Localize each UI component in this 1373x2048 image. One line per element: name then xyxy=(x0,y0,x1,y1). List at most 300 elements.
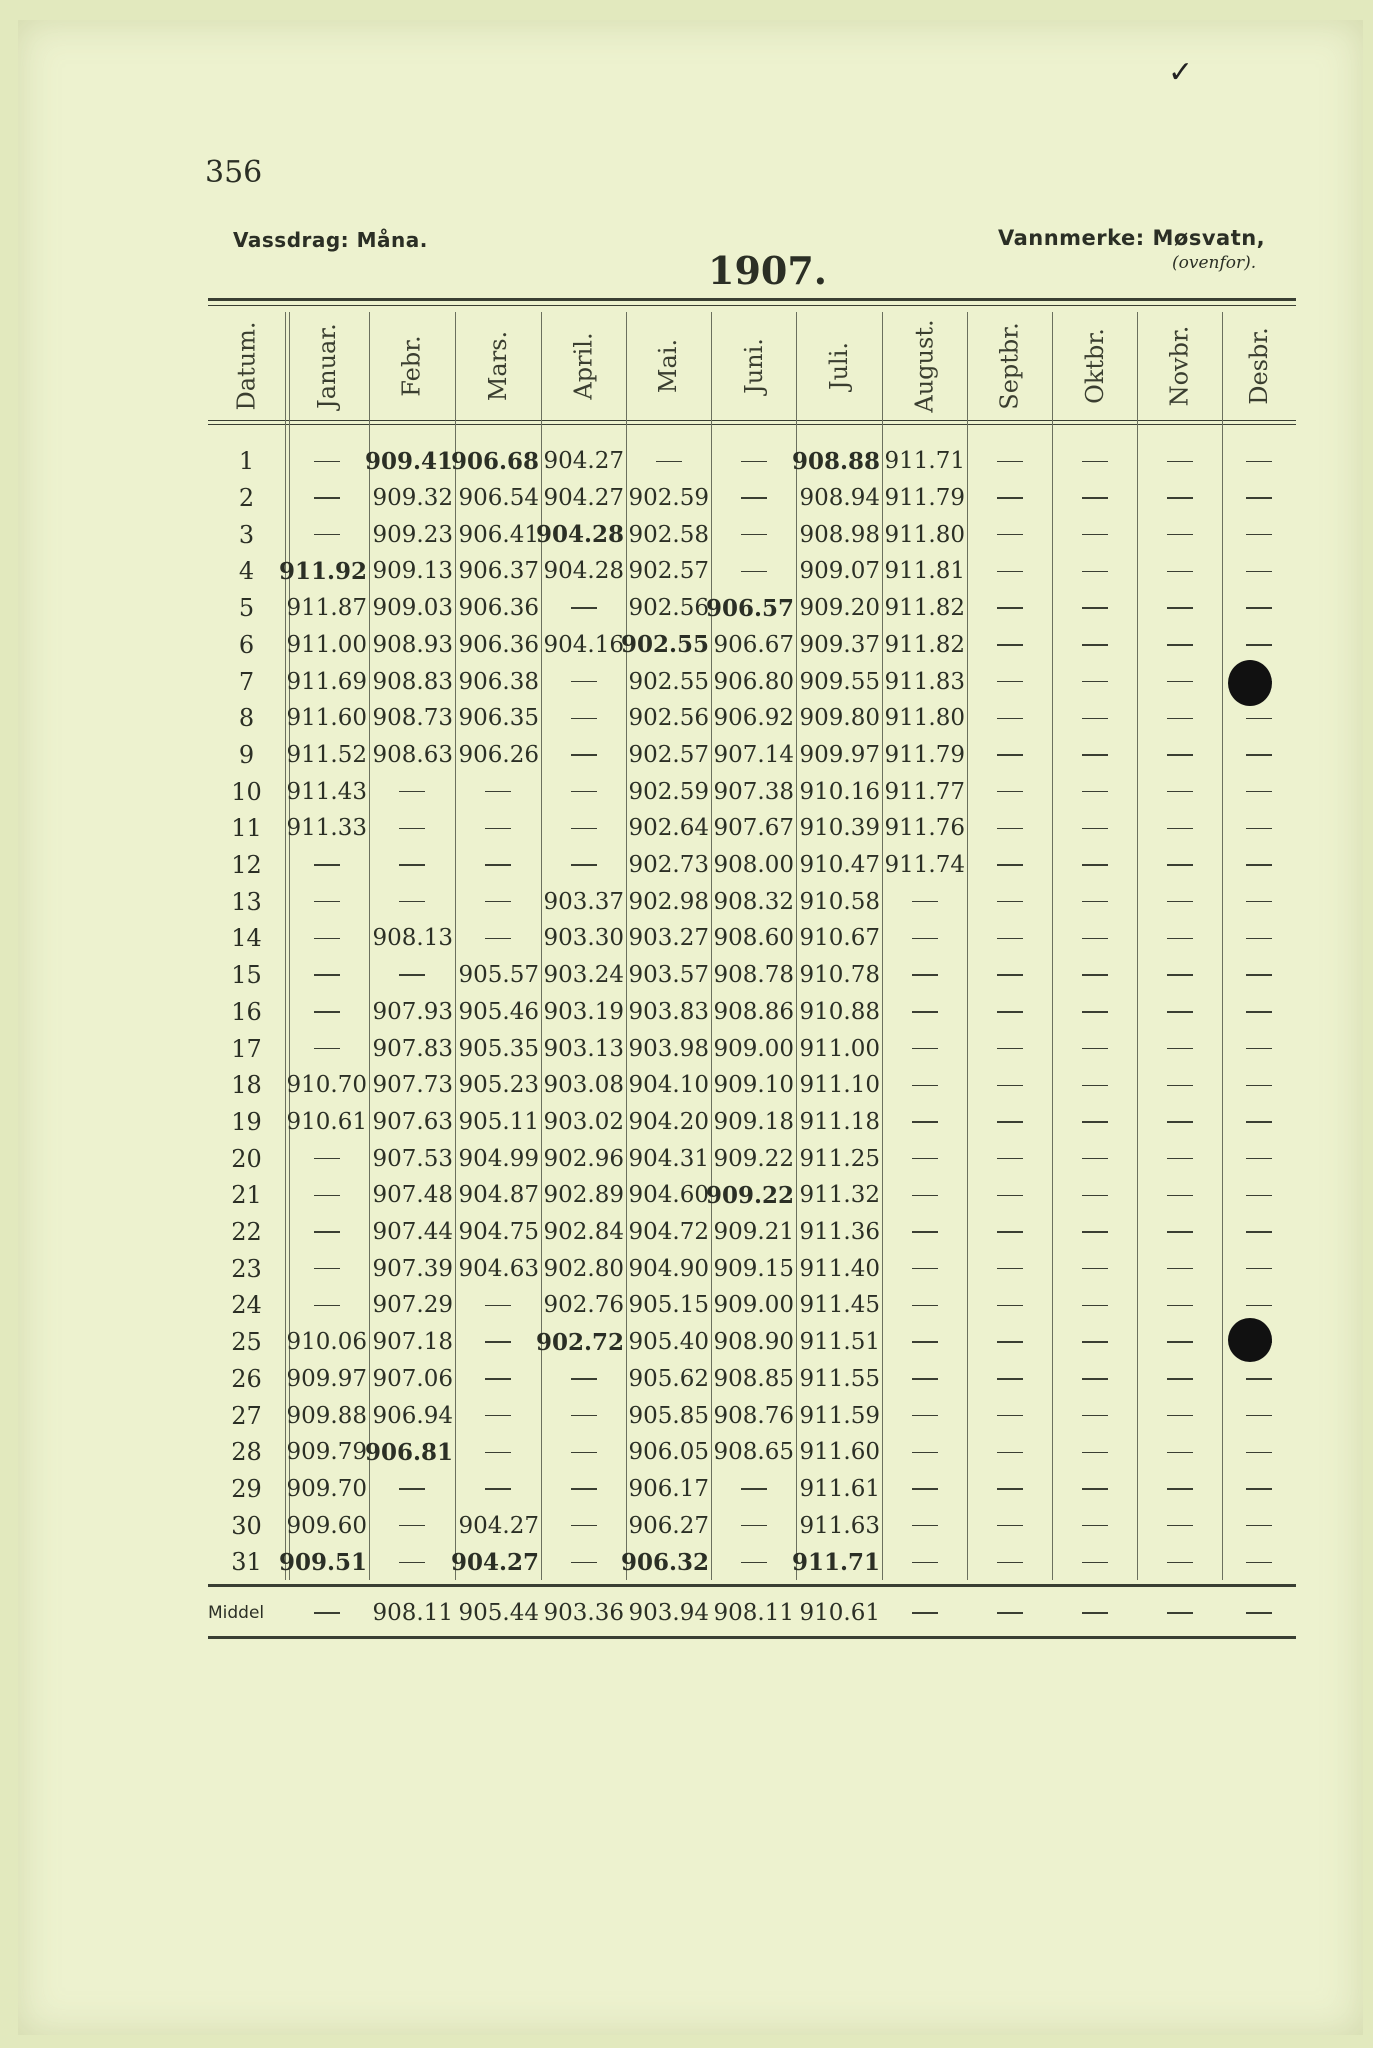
value-cell: 911.79 xyxy=(884,485,965,512)
table-row xyxy=(208,737,1296,774)
empty-cell xyxy=(882,1471,967,1508)
value-cell: 911.36 xyxy=(799,1219,880,1246)
empty-cell xyxy=(1052,883,1137,920)
value-cell: 911.76 xyxy=(884,815,965,842)
value-cell: 905.35 xyxy=(458,1035,539,1062)
dash-mark xyxy=(997,1378,1023,1379)
day-cell: 21 xyxy=(231,1181,262,1210)
dash-mark xyxy=(997,718,1023,719)
value-cell: 906.54 xyxy=(458,485,539,512)
empty-cell xyxy=(711,1471,796,1508)
table-row xyxy=(208,1361,1296,1398)
dash-mark xyxy=(314,1268,340,1269)
dash-mark xyxy=(1082,607,1108,608)
dash-mark xyxy=(741,1525,767,1526)
empty-cell xyxy=(967,1250,1052,1287)
value-cell: 911.51 xyxy=(799,1329,880,1356)
value-cell: 903.27 xyxy=(628,925,709,952)
dash-mark xyxy=(997,1048,1023,1049)
dash-mark xyxy=(1082,571,1108,572)
column-header xyxy=(1222,312,1296,420)
value-cell: 904.60 xyxy=(628,1182,709,1209)
empty-cell xyxy=(541,663,626,700)
column-header-label: April. xyxy=(569,332,598,400)
table-row xyxy=(208,1324,1296,1361)
value-cell: 909.80 xyxy=(799,705,880,732)
day-cell: 7 xyxy=(238,667,255,696)
dash-mark xyxy=(399,864,425,865)
empty-cell xyxy=(1137,957,1222,994)
value-cell: 907.39 xyxy=(372,1255,453,1282)
dash-mark xyxy=(1246,534,1272,535)
dash-mark xyxy=(1246,901,1272,902)
value-cell: 911.63 xyxy=(799,1512,880,1539)
dash-mark xyxy=(912,1121,938,1122)
empty-cell xyxy=(541,1544,626,1581)
empty-cell xyxy=(967,994,1052,1031)
empty-cell xyxy=(1137,516,1222,553)
dash-mark xyxy=(485,901,511,902)
empty-cell xyxy=(455,810,541,847)
day-cell: 1 xyxy=(238,447,255,476)
column-header xyxy=(711,312,796,420)
dash-mark xyxy=(1167,828,1193,829)
value-cell: 911.80 xyxy=(884,521,965,548)
dash-mark xyxy=(1246,1231,1272,1232)
value-cell: 909.60 xyxy=(286,1512,367,1539)
empty-cell xyxy=(369,810,455,847)
value-cell: 902.59 xyxy=(628,778,709,805)
column-header xyxy=(285,312,369,420)
dash-mark xyxy=(1167,461,1193,462)
value-cell: 902.55 xyxy=(628,668,709,695)
dash-mark xyxy=(485,1488,511,1489)
empty-cell xyxy=(1222,1592,1296,1634)
value-cell: 911.61 xyxy=(799,1475,880,1502)
empty-cell xyxy=(967,810,1052,847)
value-cell: 908.76 xyxy=(713,1402,794,1429)
dash-mark xyxy=(997,644,1023,645)
value-cell: 911.81 xyxy=(884,558,965,585)
empty-cell xyxy=(967,1030,1052,1067)
empty-cell xyxy=(455,920,541,957)
column-header xyxy=(626,312,711,420)
value-cell: 906.41 xyxy=(458,521,539,548)
value-cell: 909.21 xyxy=(713,1219,794,1246)
empty-cell xyxy=(1137,994,1222,1031)
dash-mark xyxy=(912,1525,938,1526)
empty-cell xyxy=(285,1287,369,1324)
empty-cell xyxy=(1137,810,1222,847)
empty-cell xyxy=(967,700,1052,737)
value-cell: 908.65 xyxy=(713,1439,794,1466)
value-cell: 908.13 xyxy=(372,925,453,952)
dash-mark xyxy=(997,1011,1023,1012)
value-cell: 905.15 xyxy=(628,1292,709,1319)
dash-mark xyxy=(485,938,511,939)
column-header-label: Febr. xyxy=(398,335,426,397)
empty-cell xyxy=(1137,590,1222,627)
value-cell: 909.70 xyxy=(286,1475,367,1502)
empty-cell xyxy=(882,1104,967,1141)
empty-cell xyxy=(967,1397,1052,1434)
dash-mark xyxy=(314,1158,340,1159)
dash-mark xyxy=(571,607,597,608)
empty-cell xyxy=(455,1434,541,1471)
empty-cell xyxy=(1052,1434,1137,1471)
dash-mark xyxy=(314,901,340,902)
dash-mark xyxy=(1167,1415,1193,1416)
empty-cell xyxy=(1222,957,1296,994)
day-cell: 6 xyxy=(238,630,255,659)
value-cell: 906.17 xyxy=(628,1475,709,1502)
day-cell: 8 xyxy=(238,704,255,733)
dash-mark xyxy=(314,864,340,865)
dash-mark xyxy=(571,1378,597,1379)
empty-cell xyxy=(1052,1397,1137,1434)
column-header xyxy=(1137,312,1222,420)
value-cell: 906.94 xyxy=(372,1402,453,1429)
dash-mark xyxy=(399,828,425,829)
value-cell: 902.59 xyxy=(628,485,709,512)
value-cell: 904.10 xyxy=(628,1072,709,1099)
value-cell: 906.32 xyxy=(620,1548,709,1576)
dash-mark xyxy=(997,571,1023,572)
empty-cell xyxy=(1052,1214,1137,1251)
empty-cell xyxy=(882,1397,967,1434)
dash-mark xyxy=(997,901,1023,902)
dash-mark xyxy=(314,938,340,939)
value-cell: 904.28 xyxy=(543,558,624,585)
dash-mark xyxy=(1082,1452,1108,1453)
dash-mark xyxy=(1082,1341,1108,1342)
day-cell: 27 xyxy=(231,1401,262,1430)
empty-cell xyxy=(1137,1067,1222,1104)
value-cell: 908.86 xyxy=(713,998,794,1025)
dash-mark xyxy=(997,1231,1023,1232)
dash-mark xyxy=(1167,754,1193,755)
value-cell: 911.60 xyxy=(799,1439,880,1466)
dash-mark xyxy=(912,938,938,939)
empty-cell xyxy=(967,1214,1052,1251)
value-cell: 905.40 xyxy=(628,1329,709,1356)
value-cell: 908.60 xyxy=(713,925,794,952)
value-cell: 906.36 xyxy=(458,595,539,622)
dash-mark xyxy=(997,1562,1023,1563)
header-bottom-rule-2 xyxy=(208,424,1296,425)
empty-cell xyxy=(967,1177,1052,1214)
table-row xyxy=(208,663,1296,700)
empty-cell xyxy=(967,773,1052,810)
empty-cell xyxy=(285,957,369,994)
empty-cell xyxy=(882,1507,967,1544)
dash-mark xyxy=(1082,828,1108,829)
value-cell: 903.08 xyxy=(543,1072,624,1099)
dash-mark xyxy=(1082,1378,1108,1379)
dash-mark xyxy=(1246,938,1272,939)
empty-cell xyxy=(882,1361,967,1398)
value-cell: 909.37 xyxy=(799,631,880,658)
table-row xyxy=(208,847,1296,884)
value-cell: 911.25 xyxy=(799,1145,880,1172)
dash-mark xyxy=(1246,791,1272,792)
value-cell: 908.88 xyxy=(791,447,880,475)
empty-cell xyxy=(882,957,967,994)
empty-cell xyxy=(1222,480,1296,517)
empty-cell xyxy=(1137,1177,1222,1214)
dash-mark xyxy=(314,1612,340,1613)
dash-mark xyxy=(741,534,767,535)
empty-cell xyxy=(1137,1214,1222,1251)
dash-mark xyxy=(485,828,511,829)
dash-mark xyxy=(912,1195,938,1196)
empty-cell xyxy=(1137,773,1222,810)
empty-cell xyxy=(285,1250,369,1287)
column-header xyxy=(796,312,882,420)
value-cell: 911.59 xyxy=(799,1402,880,1429)
value-cell: 910.70 xyxy=(286,1072,367,1099)
empty-cell xyxy=(285,1030,369,1067)
value-cell: 903.83 xyxy=(628,998,709,1025)
value-cell: 910.67 xyxy=(799,925,880,952)
value-cell: 904.20 xyxy=(628,1108,709,1135)
value-cell: 909.22 xyxy=(705,1181,794,1209)
dash-mark xyxy=(485,1341,511,1342)
value-cell: 906.92 xyxy=(713,705,794,732)
empty-cell xyxy=(1137,1361,1222,1398)
value-cell: 909.22 xyxy=(713,1145,794,1172)
day-cell: 24 xyxy=(231,1291,262,1320)
day-cell: 22 xyxy=(231,1218,262,1247)
empty-cell xyxy=(967,1471,1052,1508)
empty-cell xyxy=(967,1324,1052,1361)
empty-cell xyxy=(882,1177,967,1214)
value-cell: 904.63 xyxy=(458,1255,539,1282)
value-cell: 908.11 xyxy=(372,1600,453,1626)
empty-cell xyxy=(285,847,369,884)
value-cell: 908.90 xyxy=(713,1329,794,1356)
dash-mark xyxy=(997,1268,1023,1269)
dash-mark xyxy=(1167,718,1193,719)
column-header xyxy=(208,312,285,420)
dash-mark xyxy=(1246,497,1272,498)
value-cell: 905.11 xyxy=(458,1108,539,1135)
dash-mark xyxy=(997,461,1023,462)
column-header-label: Datum. xyxy=(232,321,261,411)
value-cell: 911.77 xyxy=(884,778,965,805)
empty-cell xyxy=(967,663,1052,700)
empty-cell xyxy=(1222,920,1296,957)
empty-cell xyxy=(1052,480,1137,517)
dash-mark xyxy=(997,1612,1023,1613)
dash-mark xyxy=(1167,1268,1193,1269)
dash-mark xyxy=(399,791,425,792)
dash-mark xyxy=(314,1231,340,1232)
empty-cell xyxy=(882,1030,967,1067)
dash-mark xyxy=(399,1525,425,1526)
value-cell: 911.71 xyxy=(791,1548,880,1576)
table-row xyxy=(208,1250,1296,1287)
table-row xyxy=(208,1507,1296,1544)
empty-cell xyxy=(882,920,967,957)
dash-mark xyxy=(1246,974,1272,975)
dash-mark xyxy=(1246,1158,1272,1159)
empty-cell xyxy=(1052,443,1137,480)
dash-mark xyxy=(1246,1268,1272,1269)
day-cell: 31 xyxy=(231,1548,262,1577)
value-cell: 903.24 xyxy=(543,962,624,989)
empty-cell xyxy=(1137,1140,1222,1177)
dash-mark xyxy=(912,1011,938,1012)
dash-mark xyxy=(1082,938,1108,939)
empty-cell xyxy=(1222,883,1296,920)
value-cell: 909.79 xyxy=(286,1439,367,1466)
dash-mark xyxy=(997,607,1023,608)
dash-mark xyxy=(314,1195,340,1196)
empty-cell xyxy=(1052,847,1137,884)
dash-mark xyxy=(912,974,938,975)
empty-cell xyxy=(541,1507,626,1544)
column-header-label: Septbr. xyxy=(995,322,1024,410)
empty-cell xyxy=(1052,1030,1137,1067)
dash-mark xyxy=(314,461,340,462)
empty-cell xyxy=(967,737,1052,774)
empty-cell xyxy=(1137,883,1222,920)
value-cell: 905.46 xyxy=(458,998,539,1025)
dash-mark xyxy=(571,791,597,792)
value-cell: 908.78 xyxy=(713,962,794,989)
table-row xyxy=(208,516,1296,553)
empty-cell xyxy=(967,1592,1052,1634)
page-number: 356 xyxy=(205,155,263,190)
value-cell: 906.36 xyxy=(458,631,539,658)
empty-cell xyxy=(1222,627,1296,664)
dash-mark xyxy=(1246,1452,1272,1453)
value-cell: 903.19 xyxy=(543,998,624,1025)
empty-cell xyxy=(1137,627,1222,664)
dash-mark xyxy=(997,754,1023,755)
column-header-label: Mars. xyxy=(484,330,512,402)
dash-mark xyxy=(1082,1268,1108,1269)
table-row xyxy=(208,553,1296,590)
value-cell: 904.27 xyxy=(458,1512,539,1539)
empty-cell xyxy=(1052,1067,1137,1104)
empty-cell xyxy=(541,737,626,774)
dash-mark xyxy=(485,1305,511,1306)
empty-cell xyxy=(1052,590,1137,627)
empty-cell xyxy=(1052,700,1137,737)
value-cell: 911.80 xyxy=(884,705,965,732)
day-cell: 4 xyxy=(238,557,255,586)
dash-mark xyxy=(912,1268,938,1269)
value-cell: 911.18 xyxy=(799,1108,880,1135)
empty-cell xyxy=(1137,553,1222,590)
value-cell: 911.83 xyxy=(884,668,965,695)
empty-cell xyxy=(967,627,1052,664)
dash-mark xyxy=(912,1612,938,1613)
value-cell: 902.89 xyxy=(543,1182,624,1209)
empty-cell xyxy=(285,443,369,480)
dash-mark xyxy=(912,1415,938,1416)
value-cell: 904.27 xyxy=(543,448,624,475)
day-cell: 23 xyxy=(231,1254,262,1283)
dash-mark xyxy=(912,1488,938,1489)
dash-mark xyxy=(571,681,597,682)
dash-mark xyxy=(1082,974,1108,975)
mean-row xyxy=(208,1592,1296,1634)
value-cell: 909.23 xyxy=(372,521,453,548)
dash-mark xyxy=(1246,1488,1272,1489)
table-row xyxy=(208,1214,1296,1251)
empty-cell xyxy=(1222,1434,1296,1471)
value-cell: 911.71 xyxy=(884,448,965,475)
table-row xyxy=(208,1471,1296,1508)
value-cell: 904.87 xyxy=(458,1182,539,1209)
value-cell: 909.03 xyxy=(372,595,453,622)
empty-cell xyxy=(967,957,1052,994)
empty-cell xyxy=(882,1324,967,1361)
header-bottom-rule xyxy=(208,420,1296,421)
empty-cell xyxy=(711,480,796,517)
table-row xyxy=(208,957,1296,994)
day-cell: 5 xyxy=(238,594,255,623)
value-cell: 909.10 xyxy=(713,1072,794,1099)
empty-cell xyxy=(369,1544,455,1581)
dash-mark xyxy=(1167,938,1193,939)
value-cell: 903.98 xyxy=(628,1035,709,1062)
empty-cell xyxy=(1137,1030,1222,1067)
value-cell: 905.62 xyxy=(628,1365,709,1392)
empty-cell xyxy=(1222,700,1296,737)
dash-mark xyxy=(399,1562,425,1563)
dash-mark xyxy=(1167,681,1193,682)
empty-cell xyxy=(1222,847,1296,884)
table-row xyxy=(208,627,1296,664)
dash-mark xyxy=(997,1085,1023,1086)
value-cell: 904.99 xyxy=(458,1145,539,1172)
day-cell: 18 xyxy=(231,1071,262,1100)
value-cell: 902.55 xyxy=(620,631,709,659)
value-cell: 902.84 xyxy=(543,1219,624,1246)
dash-mark xyxy=(1167,1121,1193,1122)
day-cell: 20 xyxy=(231,1144,262,1173)
dash-mark xyxy=(912,1562,938,1563)
dash-mark xyxy=(1246,1121,1272,1122)
value-cell: 902.80 xyxy=(543,1255,624,1282)
empty-cell xyxy=(882,1287,967,1324)
value-cell: 911.82 xyxy=(884,631,965,658)
empty-cell xyxy=(455,1324,541,1361)
column-header xyxy=(369,312,455,420)
empty-cell xyxy=(1222,1544,1296,1581)
empty-cell xyxy=(711,1507,796,1544)
day-cell: 10 xyxy=(231,777,262,806)
empty-cell xyxy=(1222,516,1296,553)
empty-cell xyxy=(1052,516,1137,553)
empty-cell xyxy=(1137,1397,1222,1434)
column-header-label: Desbr. xyxy=(1245,327,1273,405)
dash-mark xyxy=(1246,1048,1272,1049)
dash-mark xyxy=(912,1378,938,1379)
table-row xyxy=(208,920,1296,957)
dash-mark xyxy=(912,1341,938,1342)
dash-mark xyxy=(997,1341,1023,1342)
mean-top-rule xyxy=(208,1584,1296,1587)
value-cell: 902.72 xyxy=(535,1328,624,1356)
dash-mark xyxy=(314,1011,340,1012)
empty-cell xyxy=(285,883,369,920)
dash-mark xyxy=(485,1415,511,1416)
